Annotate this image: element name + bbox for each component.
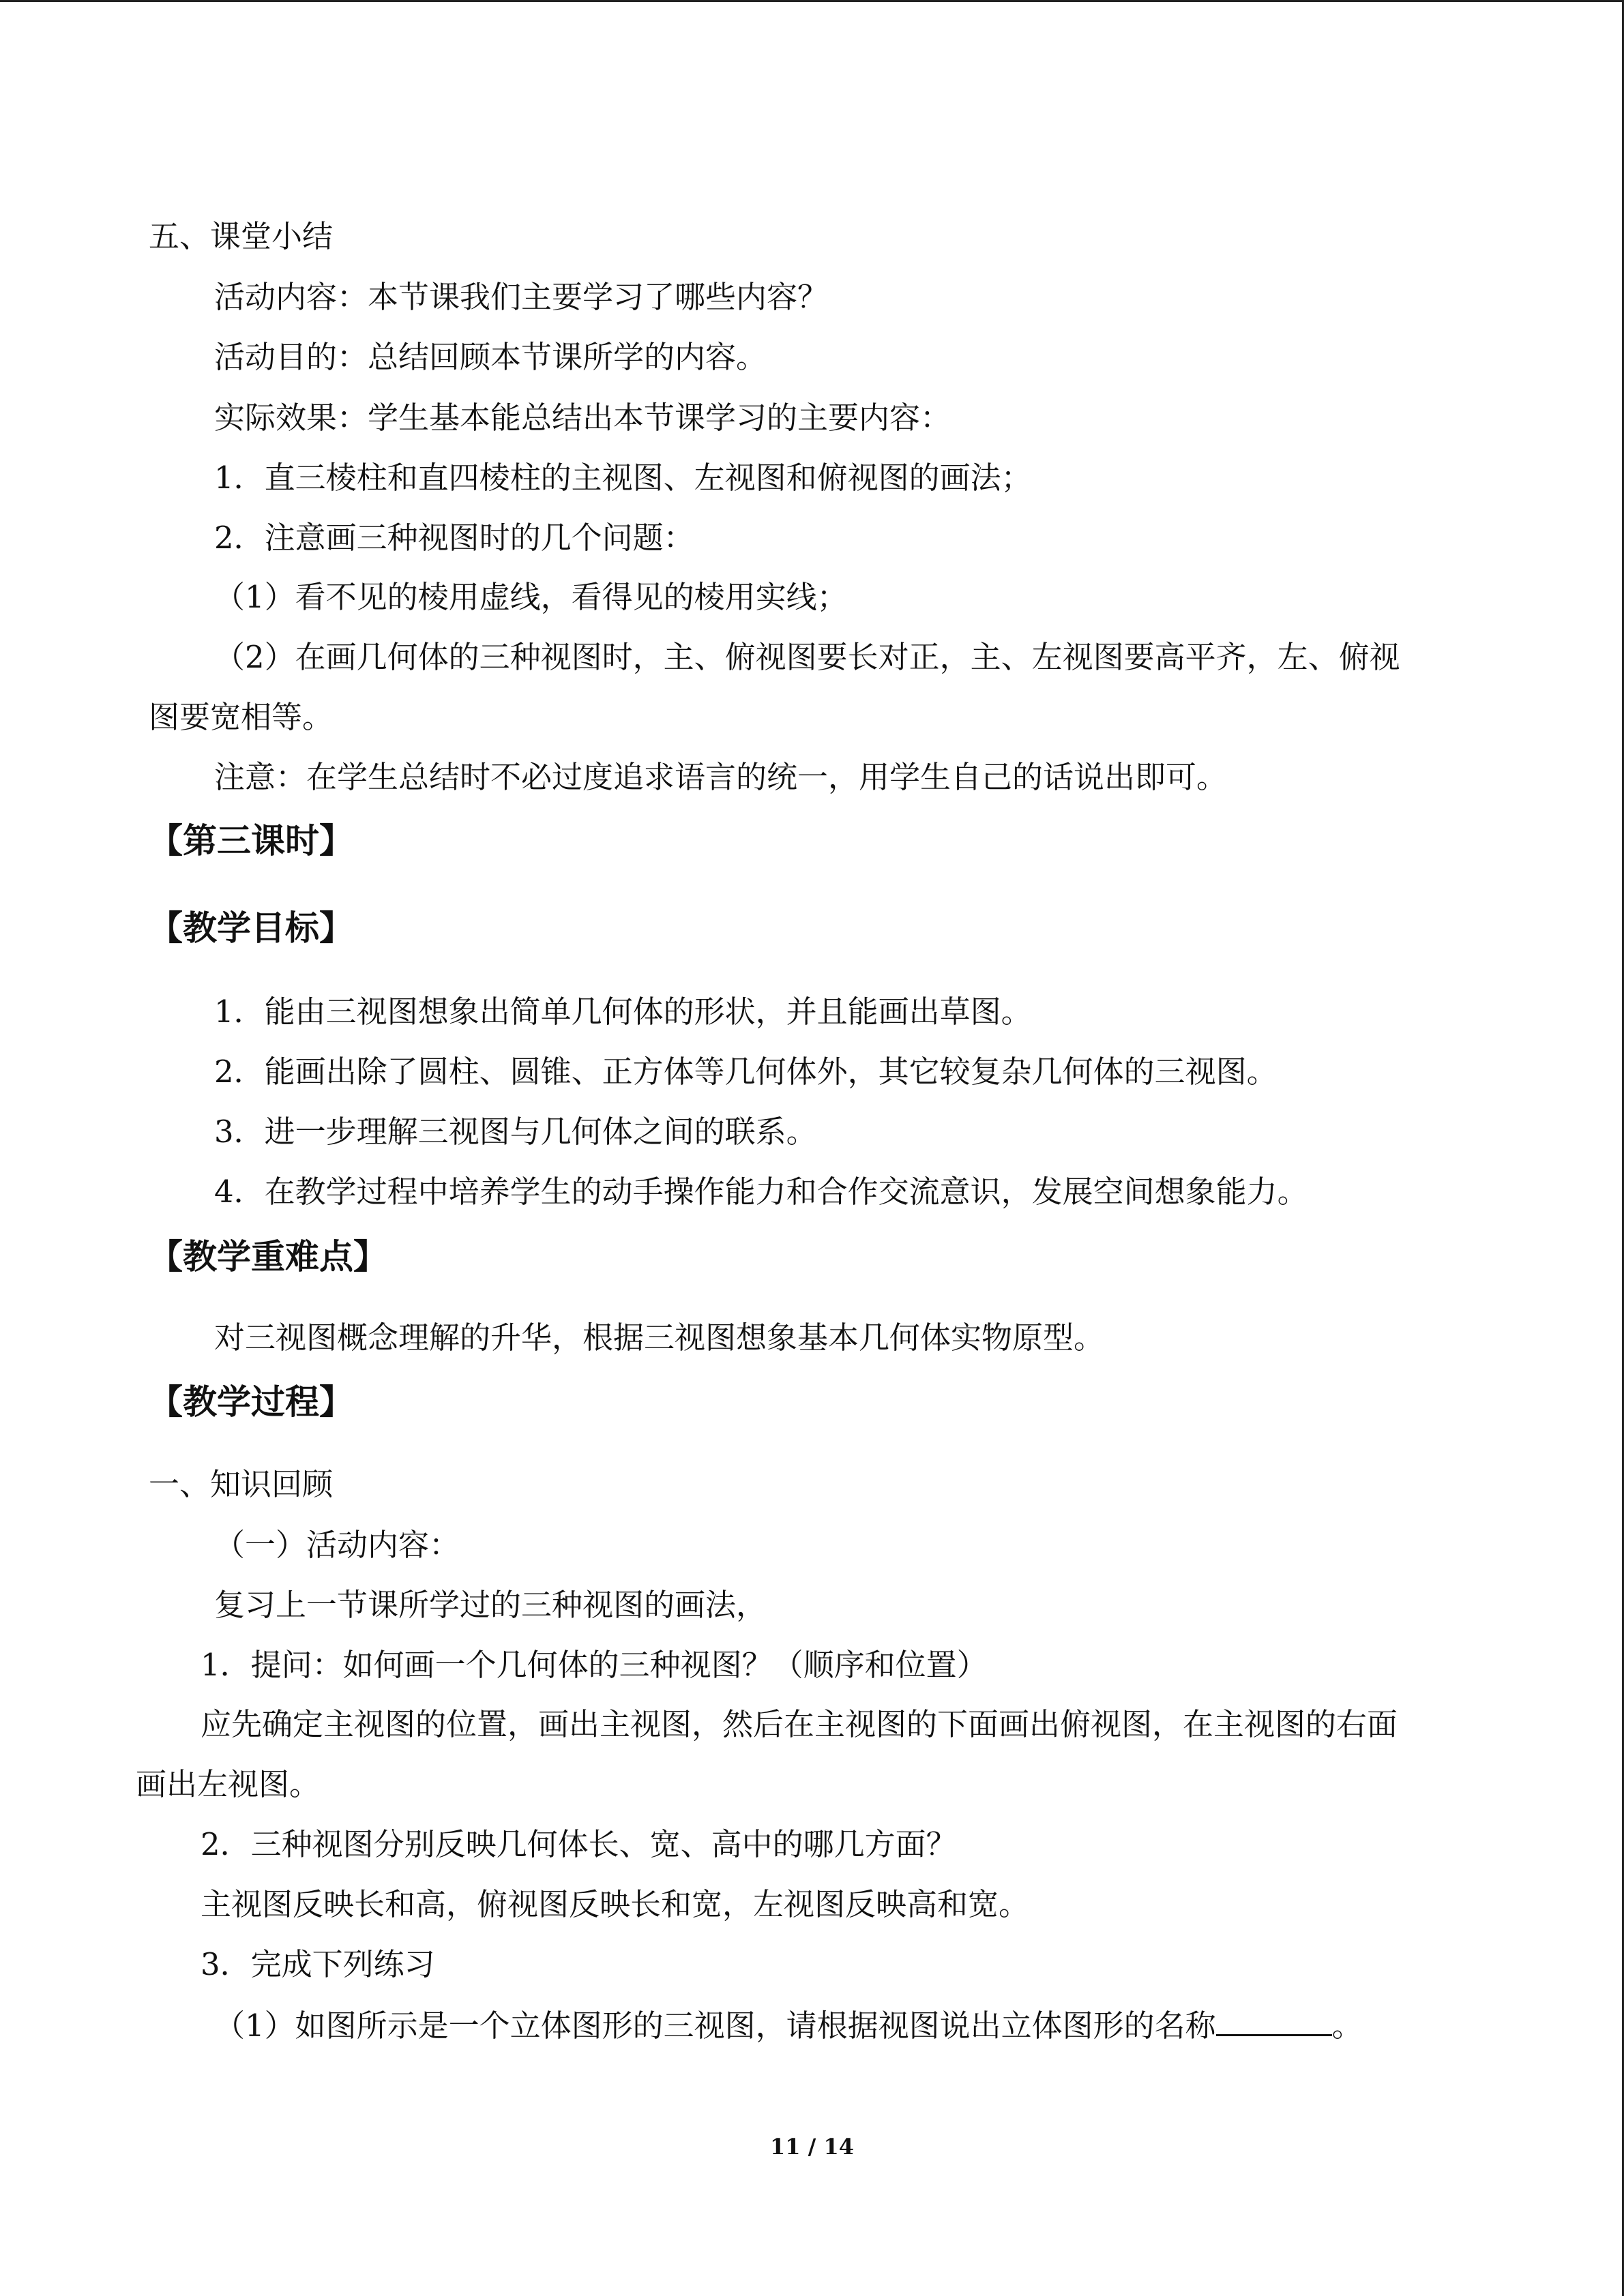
activity-content: 活动内容：本节课我们主要学习了哪些内容？	[214, 279, 829, 315]
summary-sub-2-line-1: （2）在画几何体的三种视图时，主、俯视图要长对正，主、左视图要高平齐，左、俯视	[214, 639, 1400, 675]
key-points-text: 对三视图概念理解的升华，根据三视图想象基本几何体实物原型。	[214, 1320, 1105, 1356]
summary-sub-1: （1）看不见的棱用虚线，看得见的棱用实线；	[214, 579, 848, 615]
exercise-1	[214, 2004, 1363, 2046]
summary-point-2: 2．注意画三种视图时的几个问题：	[214, 520, 694, 556]
exercise-1-end: 。	[1331, 2008, 1363, 2044]
answer-2: 主视图反映长和高，俯视图反映长和宽，左视图反映高和宽。	[201, 1886, 1030, 1922]
section-1-title: 一、知识回顾	[149, 1466, 334, 1502]
review-text: 复习上一节课所学过的三种视图的画法，	[214, 1587, 767, 1623]
page-number: 11 / 14	[769, 2134, 855, 2160]
activity-purpose: 活动目的：总结回顾本节课所学的内容。	[214, 339, 767, 375]
answer-1-line-1: 应先确定主视图的位置，画出主视图，然后在主视图的下面画出俯视图，在主视图的右面	[201, 1706, 1398, 1742]
question-1: 1．提问：如何画一个几何体的三种视图？（顺序和位置）	[201, 1647, 988, 1683]
objectives-heading: 【教学目标】	[149, 908, 353, 948]
summary-sub-2-line-2: 图要宽相等。	[149, 699, 334, 735]
key-points-heading: 【教学重难点】	[149, 1237, 387, 1277]
process-heading: 【教学过程】	[149, 1382, 353, 1422]
summary-title: 五、课堂小结	[149, 218, 334, 254]
answer-1-line-2: 画出左视图。	[136, 1766, 321, 1802]
question-2: 2．三种视图分别反映几何体长、宽、高中的哪几方面？	[201, 1826, 957, 1862]
question-3: 3．完成下列练习	[201, 1946, 435, 1982]
objective-item-4: 4．在教学过程中培养学生的动手操作能力和合作交流意识，发展空间想象能力。	[214, 1174, 1308, 1210]
actual-effect: 实际效果：学生基本能总结出本节课学习的主要内容：	[214, 400, 951, 436]
exercise-1-text: （1）如图所示是一个立体图形的三视图，请根据视图说出立体图形的名称	[214, 2008, 1216, 2044]
activity-label: （一）活动内容：	[214, 1527, 460, 1563]
objective-item-2: 2．能画出除了圆柱、圆锥、正方体等几何体外，其它较复杂几何体的三视图。	[214, 1054, 1278, 1090]
answer-blank	[1216, 2004, 1332, 2036]
summary-point-1: 1．直三棱柱和直四棱柱的主视图、左视图和俯视图的画法；	[214, 460, 1032, 496]
lesson-3-heading: 【第三课时】	[149, 821, 353, 861]
summary-note: 注意：在学生总结时不必过度追求语言的统一，用学生自己的话说出即可。	[214, 759, 1228, 795]
objective-item-1: 1．能由三视图想象出简单几何体的形状，并且能画出草图。	[214, 994, 1032, 1030]
objective-item-3: 3．进一步理解三视图与几何体之间的联系。	[214, 1114, 817, 1150]
